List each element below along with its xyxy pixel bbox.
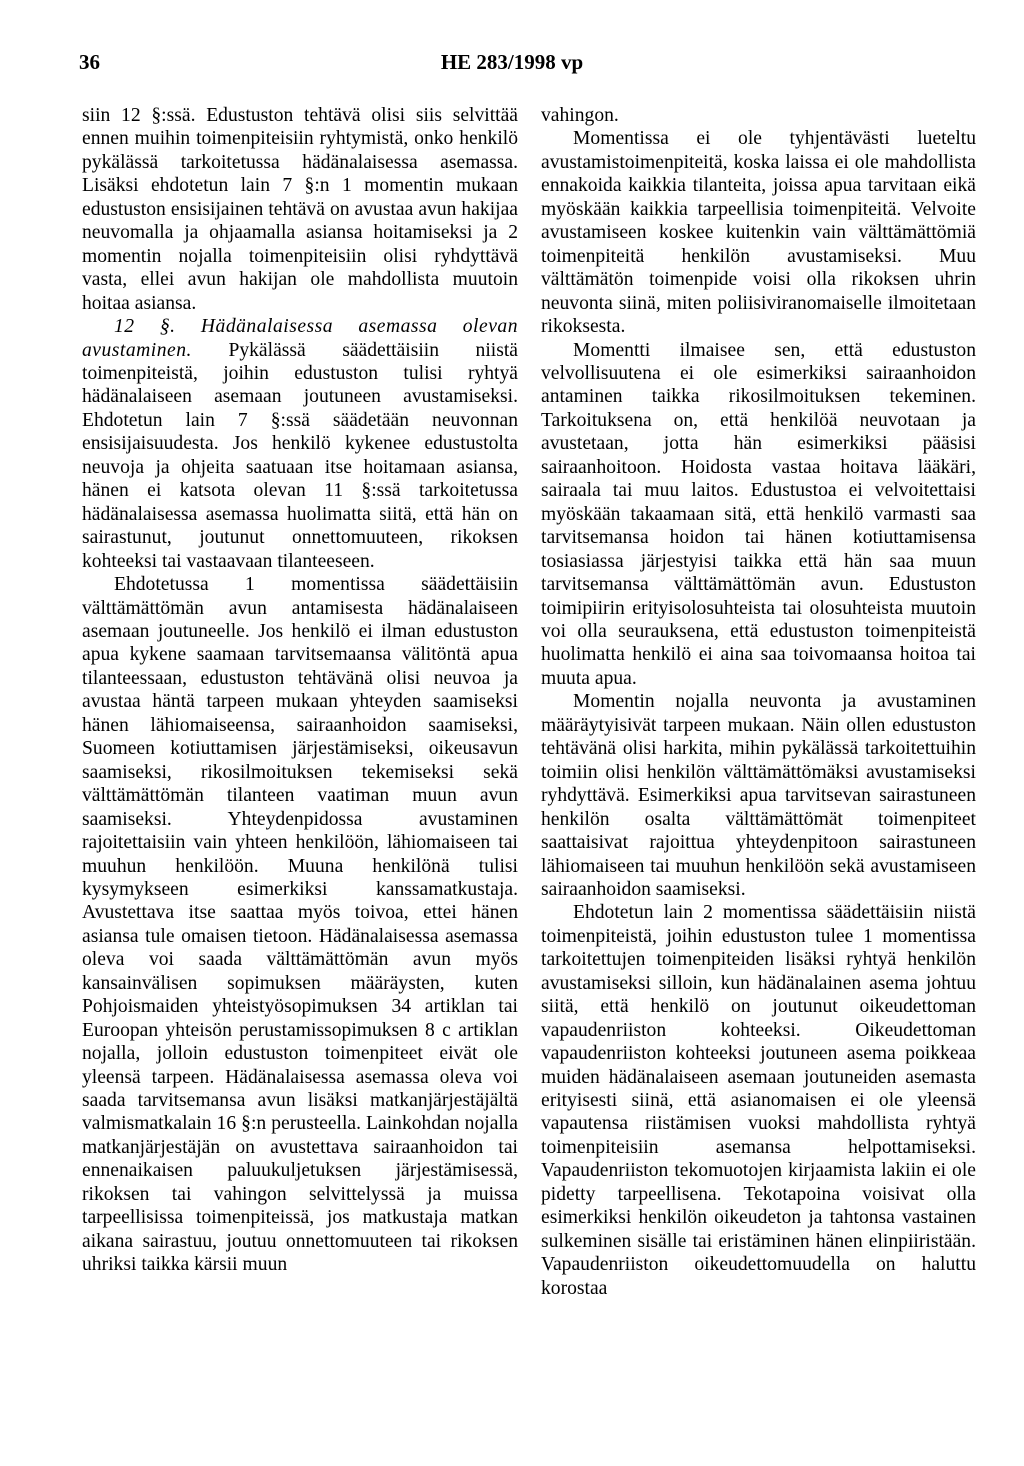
paragraph: Ehdotetussa 1 momentissa säädettäisiin välttämättömän avun antamisesta hädänalaiseen asemaan joutuneelle. Jos henkilö ei ilman edustuston apua kykene saamaan tarvitsemaansa välitöntä apua tilanteessaan, edustuston tehtävänä olisi neuvoa ja avustaa häntä tarpeen mukaan yhteyden saamiseksi hänen lähiomaiseensa, sairaanhoidon saamiseksi, Suomeen kotiuttamisen järjestämiseksi, oikeusavun saamiseksi, rikosilmoituksen tekemiseksi sekä välttämättömän tilanteen vaatiman muun avun saamiseksi. Yhteydenpidossa avustaminen rajoitettaisiin vain yhteen henkilöön, lähiomaiseen tai muuhun henkilöön. Muuna henkilönä tulisi kysymykseen esimerkiksi kanssamatkustaja. Avustettava itse saattaa myös toivoa, ettei hänen asiansa tule omaisen tietoon. Hädänalaisessa asemassa oleva voi saada välttämättömän avun myös kansainvälisen sopimuksen määräysten, kuten Pohjoismaiden yhteistyösopimuksen 34 artiklan tai Euroopan yhteisön perustamissopimuksen 8 c artiklan nojalla, jolloin edustuston toimenpiteet eivät ole yleensä tarpeen. Hädänalaisessa asemassa oleva voi saada tarvitsemansa avun lisäksi matkanjärjestäjältä valmismatkalain 16 §:n perusteella. Lainkohdan nojalla matkanjärjestäjän on avustettava sairaanhoidon tai ennenaikaisen paluukuljetuksen järjestämisessä, rikoksen tai vahingon selvittelyssä ja muissa tarpeellisissa toimenpiteissä, jos matkustaja matkan aikana sairastuu, joutuu onnettomuuteen tai rikoksen uhriksi taikka kärsii muun [82, 574, 518, 1276]
section-12-paragraph [82, 315, 518, 573]
document-id: HE 283/1998 vp [440, 50, 584, 74]
paragraph: Momentti ilmaisee sen, että edustuston velvollisuutena ei ole esimerkiksi sairaanhoidon antaminen taikka rikosilmoituksen tekeminen. Tarkoituksena on, että henkilöä neuvotaan ja avustetaan, jotta hän esimerkiksi pääsisi sairaanhoitoon. Hoidosta vastaa hoitava lääkäri, sairaala tai muu laitos. Edustustoa ei velvoitettaisi myöskään takaamaan sitä, että henkilö varmasti saa tarvitsemansa hoidon tai hänen kotiuttamisensa tosiasiassa järjestyisi taikka että hän saa muun tarvitsemansa välttämättömän avun. Edustuston toimipiirin erityisolosuhteista tai olosuhteista muutoin voi olla seurauksena, että edustuston toimenpiteistä huolimatta henkilö ei aina saa toivomaansa hoitoa tai muuta apua. [541, 339, 976, 689]
paragraph: vahingon. [541, 105, 619, 126]
paragraph: siin 12 §:ssä. Edustuston tehtävä olisi siis selvittää ennen muihin toimenpiteisiin ryhtymistä, onko henkilö pykälässä tarkoitetussa hädänalaisessa asemassa. Lisäksi ehdotetun lain 7 §:n 1 momentin mukaan edustuston ensisijainen tehtävä on avustaa avun hakijaa neuvomalla ja ohjaamalla asiansa hoitamiseksi ja 2 momentin nojalla toimenpiteisiin olisi ryhdyttävä vasta, ellei avun hakijan ole mahdollista muutoin hoitaa asiansa. [82, 105, 518, 314]
page-number: 36 [79, 50, 100, 74]
section-text: Pykälässä säädettäisiin niistä toimenpiteistä, joihin edustuston tulisi ryhtyä hädänalaiseen asemaan joutuneen avustamiseksi. Ehdotetun lain 7 §:ssä säädetään neuvonnan ensisijaisuudesta. Jos henkilö kykenee edustustolta neuvoja ja ohjeita saatuaan itse hoitamaan asiansa, hänen ei katsota olevan 11 §:ssä tarkoitetussa hädänalaisessa asemassa huolimatta siitä, että hän on sairastunut, joutunut onnettomuuteen, rikoksen kohteeksi tai vastaavaan tilanteeseen. [82, 339, 518, 572]
paragraph: Momentin nojalla neuvonta ja avustaminen määräytyisivät tarpeen mukaan. Näin ollen edustuston tehtävänä olisi harkita, mihin pykälässä tarkoitettuihin toimiin olisi henkilön välttämättömäksi avustamiseksi ryhdyttävä. Esimerkiksi apua tarvitsevan sairastuneen henkilön osalta välttämättömät toimenpiteet saattaisivat rajoittua yhteydenpitoon sairastuneen lähiomaiseen tai muuhun henkilöön sekä avustamiseen sairaanhoidon saamiseksi. [541, 691, 976, 900]
section-heading: 12 §. Hädänalaisessa asemassa olevan avustaminen. [82, 316, 518, 361]
paragraph: Ehdotetun lain 2 momentissa säädettäisiin niistä toimenpiteistä, joihin edustuston tulee 1 momentissa tarkoitettujen toimenpiteiden lisäksi ryhtyä henkilön avustamiseksi silloin, kun hädänalainen asema johtuu siitä, että henkilö on joutunut oikeudettoman vapaudenriiston kohteeksi. Oikeudettoman vapaudenriiston kohteeksi joutuneen asema poikkeaa muiden hädänalaiseen asemaan joutuneiden asemasta erityisesti siinä, että asianomaisen ei ole yleensä vapautensa riistämisen vuoksi mahdollista ryhtyä toimenpiteisiin asemansa helpottamiseksi. Vapaudenriiston tekomuotojen kirjaamista lakiin ei ole pidetty tarpeellisena. Tekotapoina voisivat olla esimerkiksi henkilön oikeudeton ja tahtonsa vastainen sulkeminen sisälle tai eristäminen hänen elinpiiristään. Vapaudenriiston oikeudettomuudella on haluttu korostaa [541, 902, 976, 1299]
right-column [541, 104, 976, 1300]
paragraph: Momentissa ei ole tyhjentävästi lueteltu avustamistoimenpiteitä, koska laissa ei ole mahdollista ennakoida kaikkia tilanteita, joissa apua tarvitaan eikä myöskään kaikkia tarpeellisia toimenpiteitä. Velvoite avustamiseen koskee kuitenkin vain välttämättömiä toimenpiteitä henkilön avustamiseksi. Muu välttämätön toimenpide voisi olla rikoksen uhrin neuvonta siinä, miten poliisiviranomaiselle ilmoitetaan rikoksesta. [541, 128, 976, 338]
left-column [82, 104, 518, 1277]
